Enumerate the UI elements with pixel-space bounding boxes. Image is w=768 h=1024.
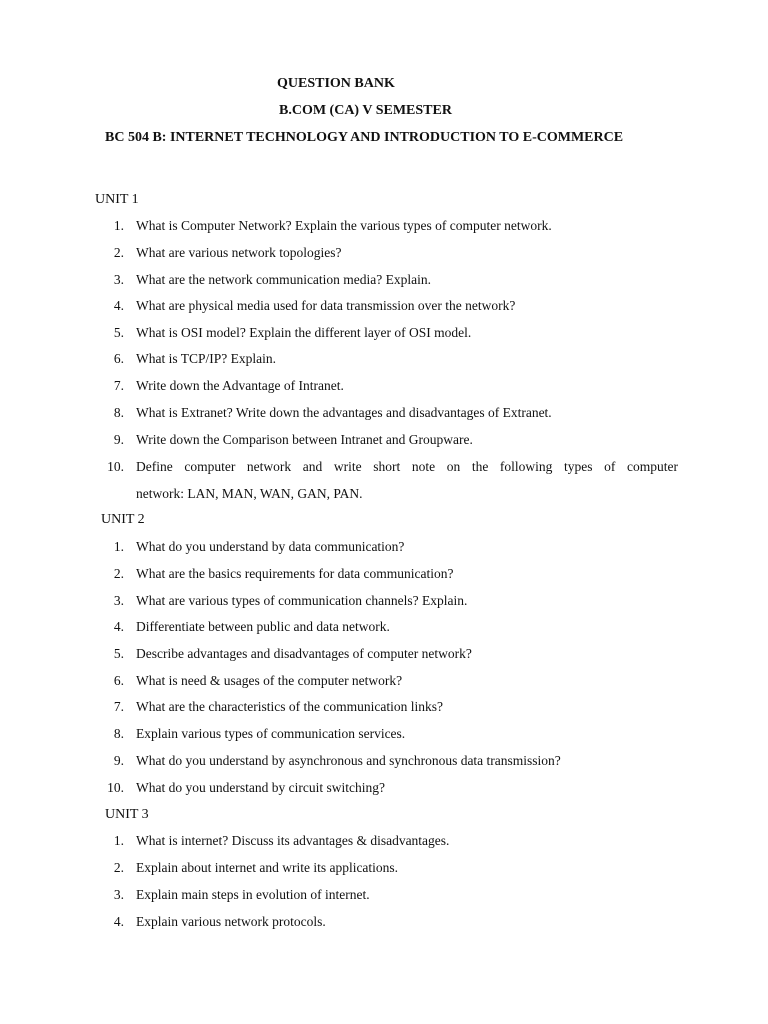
question-number: 3. [113, 593, 124, 608]
question-text: What do you understand by data communication? [136, 539, 405, 554]
question-text: Describe advantages and disadvantages of computer network? [136, 646, 472, 661]
question-number: 2. [113, 245, 124, 260]
question-number: 7. [113, 699, 124, 714]
question-text: What are various types of communication channels? Explain. [136, 593, 468, 608]
question-text: What is OSI model? Explain the different layer of OSI model. [136, 325, 472, 340]
question-text: What are various network topologies? [136, 245, 342, 260]
question-text: Differentiate between public and data network. [136, 619, 390, 634]
question-text: Define computer network and write short note on the following types of computer [136, 459, 678, 474]
question-number: 5. [113, 325, 124, 340]
question-number: 3. [113, 887, 124, 902]
question-number: 9. [113, 432, 124, 447]
question-text: Explain about internet and write its applications. [136, 860, 399, 875]
question-text: Explain various network protocols. [136, 914, 326, 929]
unit-2-heading: UNIT 2 [101, 512, 145, 527]
subject-title: BC 504 B: INTERNET TECHNOLOGY AND INTRODUCTION TO E-COMMERCE [105, 130, 624, 145]
question-text: What are the network communication media? Explain. [136, 272, 432, 287]
unit-1-heading: UNIT 1 [95, 192, 139, 207]
question-text: Explain various types of communication services. [136, 726, 406, 741]
question-number: 6. [113, 351, 124, 366]
question-number: 1. [113, 539, 124, 554]
question-number: 9. [113, 753, 124, 768]
unit-3-heading: UNIT 3 [105, 807, 149, 822]
question-text: What is Computer Network? Explain the various types of computer network. [136, 218, 552, 233]
question-text: What is need & usages of the computer network? [136, 673, 403, 688]
question-text: What is TCP/IP? Explain. [136, 351, 276, 366]
question-number: 3. [113, 272, 124, 287]
question-number: 2. [113, 860, 124, 875]
question-number: 1. [113, 218, 124, 233]
question-number: 4. [113, 619, 124, 634]
question-number: 2. [113, 566, 124, 581]
question-text: Write down the Advantage of Intranet. [136, 378, 344, 393]
question-text: What do you understand by circuit switching? [136, 780, 385, 795]
question-number: 10. [107, 780, 124, 795]
question-text: What are the basics requirements for data communication? [136, 566, 454, 581]
question-number: 1. [113, 833, 124, 848]
question-number: 6. [113, 673, 124, 688]
question-text: Explain main steps in evolution of internet. [136, 887, 370, 902]
question-number: 8. [113, 726, 124, 741]
question-number: 4. [113, 298, 124, 313]
document-title: QUESTION BANK [277, 76, 395, 91]
question-number: 7. [113, 378, 124, 393]
question-number: 4. [113, 914, 124, 929]
question-number: 8. [113, 405, 124, 420]
question-text: What is Extranet? Write down the advantages and disadvantages of Extranet. [136, 405, 552, 420]
question-text: What are the characteristics of the communication links? [136, 699, 443, 714]
question-text: Write down the Comparison between Intranet and Groupware. [136, 432, 473, 447]
question-text-continuation: network: LAN, MAN, WAN, GAN, PAN. [136, 486, 363, 501]
question-number: 5. [113, 646, 124, 661]
question-text: What do you understand by asynchronous and synchronous data transmission? [136, 753, 561, 768]
course-semester: B.COM (CA) V SEMESTER [279, 103, 452, 118]
question-number: 10. [107, 459, 124, 474]
question-text: What are physical media used for data transmission over the network? [136, 298, 516, 313]
question-text: What is internet? Discuss its advantages & disadvantages. [136, 833, 450, 848]
